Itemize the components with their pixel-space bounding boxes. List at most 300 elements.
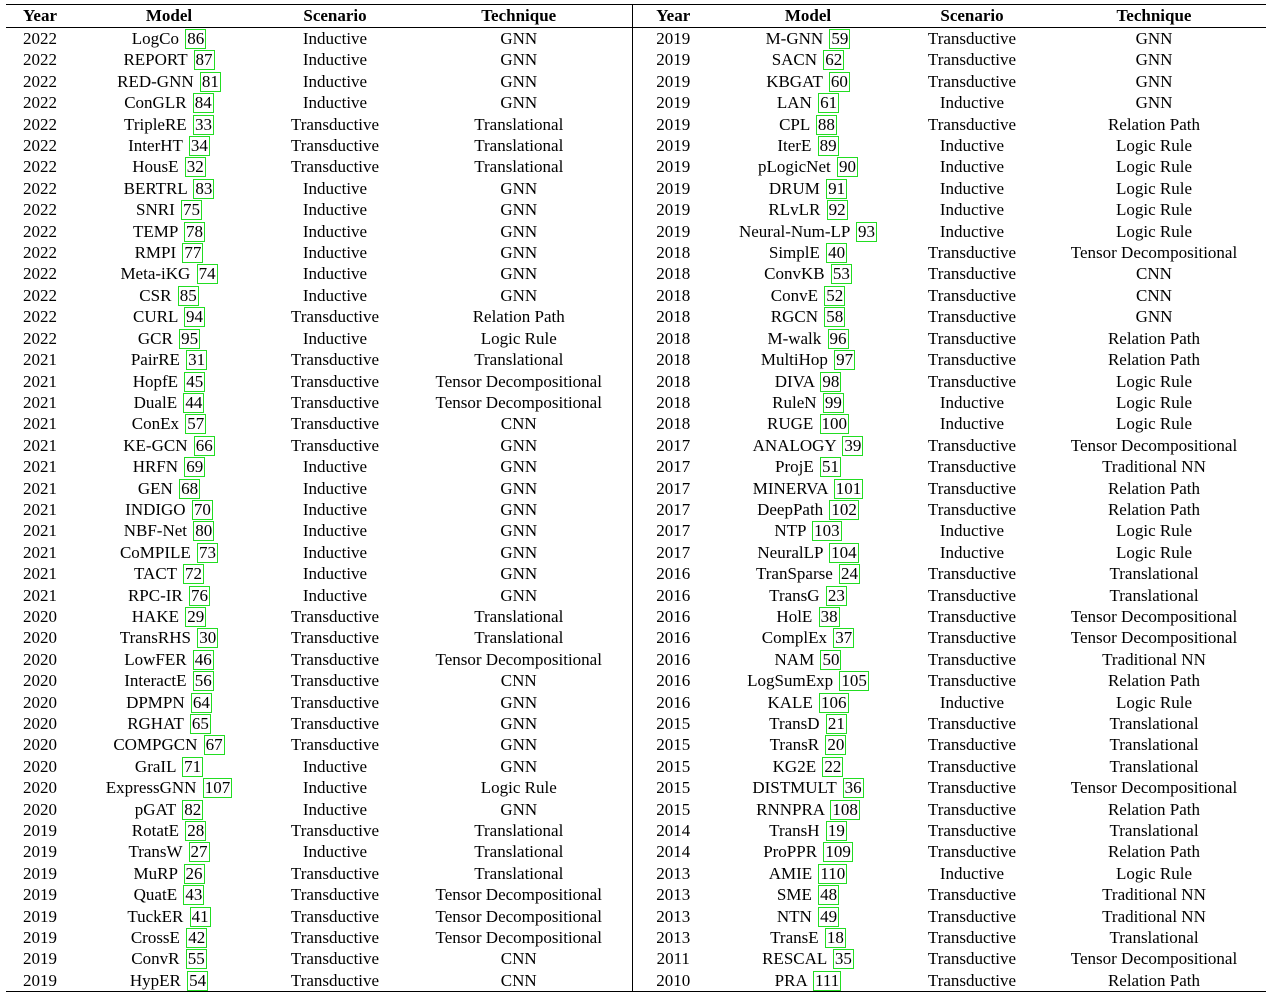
- cell-technique: GNN: [406, 178, 632, 199]
- cell-year: 2020: [23, 799, 57, 819]
- model-name: ConvR: [131, 949, 180, 969]
- cell-scenario: Transductive: [927, 350, 1017, 370]
- citation-link[interactable]: 43: [185, 885, 203, 905]
- model-name: HolE: [776, 606, 813, 626]
- cell-year: 2016: [656, 564, 691, 584]
- cell-year: 2021: [23, 585, 57, 605]
- table-row: [6, 713, 1266, 734]
- cell-year: 2020: [23, 692, 57, 712]
- model-name: TranSparse: [755, 564, 833, 584]
- citation-link[interactable]: 37: [835, 628, 853, 648]
- citation-link[interactable]: 46: [194, 649, 212, 669]
- model-name: TransW: [128, 842, 183, 862]
- cell-model: [74, 221, 264, 242]
- citation-link[interactable]: 109: [825, 842, 851, 862]
- citation-link[interactable]: 99: [824, 392, 842, 412]
- citation-link[interactable]: 101: [835, 478, 862, 498]
- cell-model: [714, 92, 902, 113]
- citation-link[interactable]: 27: [190, 842, 208, 862]
- cell-model: [714, 670, 902, 691]
- table-row: [6, 520, 1266, 541]
- cell-technique: GNN: [406, 499, 632, 520]
- cell-year: 2019: [23, 863, 57, 883]
- cell-scenario: Transductive: [290, 671, 380, 691]
- cell-scenario: Transductive: [290, 414, 380, 434]
- citation-link[interactable]: 54: [189, 970, 207, 990]
- cell-technique: Relation Path: [406, 306, 632, 327]
- cell-model: [714, 371, 902, 392]
- cell-model: [714, 606, 902, 627]
- cell-year: 2022: [23, 29, 57, 48]
- cell-model: [714, 627, 902, 648]
- table-container: [6, 4, 1266, 992]
- citation-link[interactable]: 64: [192, 692, 210, 712]
- cell-scenario: Transductive: [927, 714, 1017, 733]
- cell-scenario: Transductive: [290, 371, 380, 391]
- table-row: [6, 799, 1266, 820]
- cell-model: [714, 478, 902, 499]
- model-name: ConGLR: [124, 93, 187, 113]
- citation-link[interactable]: 51: [821, 457, 839, 477]
- cell-scenario: Transductive: [927, 842, 1017, 862]
- table-row: [6, 114, 1266, 135]
- cell-scenario: Inductive: [302, 521, 368, 541]
- cell-technique: Translational: [406, 841, 632, 862]
- model-name: PRA: [774, 970, 807, 990]
- citation-link[interactable]: 20: [827, 735, 845, 755]
- citation-link[interactable]: 96: [829, 328, 847, 348]
- citation-link[interactable]: 38: [820, 606, 838, 626]
- cell-year: 2015: [656, 799, 691, 819]
- model-name: TransRHS: [119, 628, 191, 648]
- table-row: [6, 734, 1266, 755]
- cell-year: 2021: [23, 435, 57, 455]
- cell-scenario: Inductive: [939, 136, 1005, 156]
- table-row: [6, 71, 1266, 92]
- cell-model: [714, 970, 902, 992]
- citation-link[interactable]: 92: [828, 200, 846, 220]
- citation-link[interactable]: 106: [821, 692, 847, 712]
- model-name: ConvE: [770, 285, 818, 305]
- table-row: [6, 563, 1266, 584]
- table-row: [6, 820, 1266, 841]
- cell-model: [714, 520, 902, 541]
- cell-technique: Translational: [406, 863, 632, 884]
- cell-technique: GNN: [406, 242, 632, 263]
- cell-year: 2022: [23, 114, 57, 134]
- cell-technique: Relation Path: [1107, 478, 1201, 498]
- cell-scenario: Transductive: [927, 821, 1017, 841]
- header-technique: Technique: [1116, 6, 1192, 25]
- table-body: [6, 28, 1266, 992]
- cell-model: [714, 799, 902, 820]
- citation-link[interactable]: 41: [191, 906, 209, 926]
- citation-link[interactable]: 69: [186, 457, 204, 477]
- citation-link[interactable]: 62: [825, 50, 843, 70]
- citation-link[interactable]: 105: [841, 671, 867, 691]
- citation-link[interactable]: 36: [844, 778, 862, 798]
- cell-scenario: Transductive: [927, 114, 1017, 134]
- citation-link[interactable]: 21: [827, 714, 845, 733]
- citation-link[interactable]: 111: [815, 970, 840, 990]
- cell-scenario: Transductive: [290, 970, 380, 990]
- cell-model: [714, 884, 902, 905]
- cell-year: 2014: [656, 821, 691, 841]
- citation-link[interactable]: 93: [858, 221, 876, 241]
- cell-scenario: Transductive: [927, 285, 1017, 305]
- table-row: [6, 156, 1266, 177]
- cell-scenario: Inductive: [302, 29, 368, 48]
- citation-link[interactable]: 90: [838, 157, 856, 177]
- cell-scenario: Transductive: [927, 457, 1017, 477]
- citation-link[interactable]: 98: [822, 371, 840, 391]
- cell-technique: GNN: [406, 221, 632, 242]
- citation-link[interactable]: 71: [184, 756, 202, 776]
- cell-technique: GNN: [406, 520, 632, 541]
- cell-technique: Traditional NN: [1102, 885, 1206, 905]
- cell-year: 2019: [656, 221, 691, 241]
- citation-link[interactable]: 88: [817, 114, 835, 134]
- cell-year: 2019: [656, 50, 691, 70]
- cell-technique: Translational: [1109, 714, 1199, 733]
- model-name: TACT: [134, 564, 177, 584]
- cell-model: [714, 906, 902, 927]
- table-row: [6, 884, 1266, 905]
- cell-technique: CNN: [406, 670, 632, 691]
- table-row: [6, 649, 1266, 670]
- citation-link[interactable]: 19: [827, 821, 845, 841]
- header-technique: Technique: [406, 5, 632, 28]
- table-row: [6, 28, 1266, 50]
- citation-link[interactable]: 87: [195, 50, 213, 70]
- cell-scenario: Inductive: [302, 564, 368, 584]
- cell-year: 2015: [656, 778, 691, 798]
- citation-link[interactable]: 42: [188, 928, 206, 948]
- cell-scenario: Inductive: [302, 93, 368, 113]
- cell-scenario: Inductive: [939, 392, 1005, 412]
- citation-link[interactable]: 52: [826, 285, 844, 305]
- citation-link[interactable]: 102: [831, 499, 857, 519]
- cell-scenario: Transductive: [927, 29, 1017, 48]
- cell-model: [714, 263, 902, 284]
- citation-link[interactable]: 59: [831, 29, 849, 48]
- citation-link[interactable]: 77: [184, 243, 202, 263]
- model-name: KBGAT: [766, 71, 823, 91]
- cell-model: [74, 542, 264, 563]
- cell-model: [714, 542, 902, 563]
- cell-technique: GNN: [406, 563, 632, 584]
- model-name: DRUM: [768, 178, 820, 198]
- model-name: LAN: [776, 93, 812, 113]
- cell-scenario: Inductive: [302, 542, 368, 562]
- cell-year: 2016: [656, 628, 691, 648]
- citation-link[interactable]: 67: [205, 735, 223, 755]
- cell-model: [74, 178, 264, 199]
- citation-link[interactable]: 28: [187, 821, 205, 841]
- table-row: [6, 542, 1266, 563]
- cell-technique: Traditional NN: [1102, 906, 1206, 926]
- citation-link[interactable]: 80: [195, 521, 213, 541]
- cell-model: [714, 242, 902, 263]
- citation-link[interactable]: 75: [182, 200, 200, 220]
- model-name: DIVA: [774, 371, 815, 391]
- model-name: REPORT: [123, 50, 188, 70]
- cell-model: [74, 585, 264, 606]
- cell-technique: GNN: [406, 478, 632, 499]
- citation-link[interactable]: 48: [820, 885, 838, 905]
- citation-link[interactable]: 66: [195, 435, 213, 455]
- cell-year: 2019: [656, 136, 691, 156]
- cell-technique: CNN: [406, 970, 632, 992]
- cell-scenario: Transductive: [927, 799, 1017, 819]
- cell-model: [714, 820, 902, 841]
- cell-technique: GNN: [406, 542, 632, 563]
- citation-link[interactable]: 31: [188, 350, 206, 370]
- cell-scenario: Transductive: [290, 157, 380, 177]
- model-name: KG2E: [772, 756, 817, 776]
- citation-link[interactable]: 70: [193, 499, 211, 519]
- table-row: [6, 263, 1266, 284]
- citation-link[interactable]: 107: [204, 778, 231, 798]
- cell-year: 2021: [23, 350, 57, 370]
- model-name: TransE: [770, 928, 819, 948]
- cell-technique: Tensor Decompositional: [406, 392, 632, 413]
- kg-methods-table: [6, 4, 1266, 992]
- cell-model: [74, 435, 264, 456]
- citation-link[interactable]: 32: [186, 157, 204, 177]
- cell-year: 2013: [656, 863, 691, 883]
- citation-link[interactable]: 95: [181, 328, 199, 348]
- cell-year: 2018: [656, 243, 691, 263]
- cell-technique: Tensor Decompositional: [1070, 435, 1238, 455]
- citation-link[interactable]: 97: [836, 350, 854, 370]
- model-name: Meta-iKG: [120, 264, 191, 284]
- cell-model: [714, 499, 902, 520]
- model-name: CURL: [133, 307, 178, 327]
- cell-technique: Relation Path: [1107, 970, 1201, 990]
- citation-link[interactable]: 78: [185, 221, 203, 241]
- citation-link[interactable]: 94: [185, 307, 203, 327]
- citation-link[interactable]: 44: [185, 392, 203, 412]
- table-row: [6, 199, 1266, 220]
- cell-scenario: Transductive: [927, 628, 1017, 648]
- cell-year: 2021: [23, 392, 57, 412]
- table-row: [6, 135, 1266, 156]
- citation-link[interactable]: 56: [194, 671, 212, 691]
- cell-scenario: Inductive: [939, 221, 1005, 241]
- cell-model: [74, 713, 264, 734]
- citation-link[interactable]: 45: [186, 371, 204, 391]
- citation-link[interactable]: 26: [185, 863, 203, 883]
- citation-link[interactable]: 86: [187, 29, 205, 48]
- cell-technique: Logic Rule: [1115, 200, 1192, 220]
- model-name: pLogicNet: [758, 157, 831, 177]
- cell-year: 2019: [23, 842, 57, 862]
- model-name: NeuralLP: [757, 542, 823, 562]
- cell-scenario: Transductive: [927, 243, 1017, 263]
- citation-link[interactable]: 103: [814, 521, 840, 541]
- cell-year: 2018: [656, 371, 691, 391]
- citation-link[interactable]: 108: [832, 799, 858, 819]
- cell-technique: GNN: [1135, 50, 1173, 70]
- citation-link[interactable]: 18: [826, 928, 844, 948]
- citation-link[interactable]: 68: [181, 478, 199, 498]
- cell-scenario: Transductive: [290, 307, 380, 327]
- model-name: TuckER: [127, 906, 184, 926]
- cell-model: [74, 927, 264, 948]
- model-name: RED-GNN: [117, 71, 194, 91]
- table-row: [6, 927, 1266, 948]
- cell-scenario: Inductive: [939, 542, 1005, 562]
- cell-scenario: Transductive: [290, 392, 380, 412]
- header-model: Model: [145, 6, 193, 25]
- citation-link[interactable]: 30: [199, 628, 217, 648]
- cell-model: [74, 499, 264, 520]
- citation-link[interactable]: 29: [187, 606, 205, 626]
- model-name: MINERVA: [752, 478, 828, 498]
- cell-technique: GNN: [406, 92, 632, 113]
- cell-technique: Translational: [1109, 585, 1199, 605]
- citation-link[interactable]: 57: [187, 414, 205, 434]
- cell-year: 2016: [656, 671, 691, 691]
- citation-link[interactable]: 35: [834, 949, 852, 969]
- citation-link[interactable]: 73: [199, 542, 217, 562]
- cell-scenario: Transductive: [927, 778, 1017, 798]
- citation-link[interactable]: 53: [832, 264, 850, 284]
- citation-link[interactable]: 89: [819, 136, 837, 156]
- cell-scenario: Inductive: [939, 93, 1005, 113]
- citation-link[interactable]: 65: [191, 714, 209, 733]
- citation-link[interactable]: 83: [195, 178, 213, 198]
- citation-link[interactable]: 58: [826, 307, 844, 327]
- cell-technique: Tensor Decompositional: [1070, 778, 1238, 798]
- cell-scenario: Inductive: [302, 478, 368, 498]
- model-name: NAM: [774, 649, 815, 669]
- model-name: RESCAL: [762, 949, 827, 969]
- cell-year: 2018: [656, 328, 691, 348]
- cell-year: 2022: [23, 307, 57, 327]
- cell-model: [74, 841, 264, 862]
- cell-model: [74, 392, 264, 413]
- cell-technique: Tensor Decompositional: [1070, 606, 1238, 626]
- cell-technique: Relation Path: [1107, 799, 1201, 819]
- table-row: [6, 777, 1266, 798]
- citation-link[interactable]: 91: [828, 178, 846, 198]
- citation-link[interactable]: 24: [841, 564, 859, 584]
- cell-scenario: Transductive: [927, 906, 1017, 926]
- cell-scenario: Transductive: [290, 863, 380, 883]
- citation-link[interactable]: 76: [191, 585, 209, 605]
- cell-scenario: Transductive: [290, 649, 380, 669]
- cell-technique: GNN: [406, 692, 632, 713]
- cell-scenario: Transductive: [290, 714, 380, 733]
- model-name: InterHT: [128, 136, 183, 156]
- cell-model: [74, 156, 264, 177]
- cell-technique: Relation Path: [1107, 328, 1201, 348]
- cell-year: 2022: [23, 221, 57, 241]
- citation-link[interactable]: 22: [824, 756, 842, 776]
- citation-link[interactable]: 34: [190, 136, 208, 156]
- citation-link[interactable]: 39: [844, 435, 862, 455]
- cell-year: 2016: [656, 585, 691, 605]
- cell-technique: Relation Path: [1107, 671, 1201, 691]
- citation-link[interactable]: 40: [828, 243, 846, 263]
- cell-model: [74, 820, 264, 841]
- cell-scenario: Transductive: [290, 928, 380, 948]
- citation-link[interactable]: 72: [184, 564, 202, 584]
- cell-model: [714, 713, 902, 734]
- model-name: RotatE: [131, 821, 179, 841]
- cell-model: [74, 456, 264, 477]
- cell-year: 2017: [656, 542, 691, 562]
- cell-scenario: Transductive: [927, 949, 1017, 969]
- cell-technique: GNN: [406, 585, 632, 606]
- cell-model: [714, 221, 902, 242]
- citation-link[interactable]: 110: [820, 863, 846, 883]
- model-name: RUGE: [766, 414, 814, 434]
- cell-technique: Translational: [406, 820, 632, 841]
- cell-technique: Tensor Decompositional: [406, 371, 632, 392]
- cell-scenario: Transductive: [290, 435, 380, 455]
- cell-year: 2013: [656, 885, 691, 905]
- cell-technique: Logic Rule: [1115, 692, 1192, 712]
- cell-year: 2018: [656, 350, 691, 370]
- citation-link[interactable]: 50: [822, 649, 840, 669]
- cell-scenario: Inductive: [302, 585, 368, 605]
- citation-link[interactable]: 81: [201, 71, 219, 91]
- citation-link[interactable]: 100: [821, 414, 848, 434]
- model-name: MultiHop: [760, 350, 828, 370]
- cell-scenario: Transductive: [927, 606, 1017, 626]
- model-name: KALE: [767, 692, 813, 712]
- citation-link[interactable]: 55: [187, 949, 205, 969]
- model-name: DualE: [133, 392, 178, 412]
- cell-scenario: Inductive: [939, 863, 1005, 883]
- model-name: TripleRE: [124, 114, 187, 134]
- citation-link[interactable]: 85: [179, 285, 197, 305]
- cell-year: 2015: [656, 735, 691, 755]
- cell-year: 2017: [656, 457, 691, 477]
- citation-link[interactable]: 84: [194, 93, 212, 113]
- citation-link[interactable]: 74: [198, 264, 216, 284]
- cell-technique: Relation Path: [1107, 114, 1201, 134]
- cell-technique: Translational: [1109, 735, 1199, 755]
- model-name: ANALOGY: [752, 435, 837, 455]
- cell-year: 2020: [23, 756, 57, 776]
- cell-model: [74, 28, 264, 50]
- cell-technique: GNN: [406, 285, 632, 306]
- citation-link[interactable]: 23: [827, 585, 845, 605]
- header-year: Year: [23, 6, 57, 25]
- cell-year: 2010: [656, 970, 691, 990]
- citation-link[interactable]: 33: [194, 114, 212, 134]
- cell-year: 2021: [23, 564, 57, 584]
- citation-link[interactable]: 104: [831, 542, 857, 562]
- cell-technique: Tensor Decompositional: [1070, 949, 1238, 969]
- cell-scenario: Inductive: [939, 178, 1005, 198]
- model-name: GraIL: [134, 756, 176, 776]
- citation-link[interactable]: 82: [184, 799, 202, 819]
- model-name: SimplE: [768, 243, 820, 263]
- table-row: [6, 863, 1266, 884]
- cell-model: [74, 49, 264, 70]
- cell-model: [714, 863, 902, 884]
- citation-link[interactable]: 60: [830, 71, 848, 91]
- citation-link[interactable]: 49: [820, 906, 838, 926]
- cell-technique: GNN: [406, 734, 632, 755]
- cell-year: 2019: [23, 906, 57, 926]
- citation-link[interactable]: 61: [820, 93, 838, 113]
